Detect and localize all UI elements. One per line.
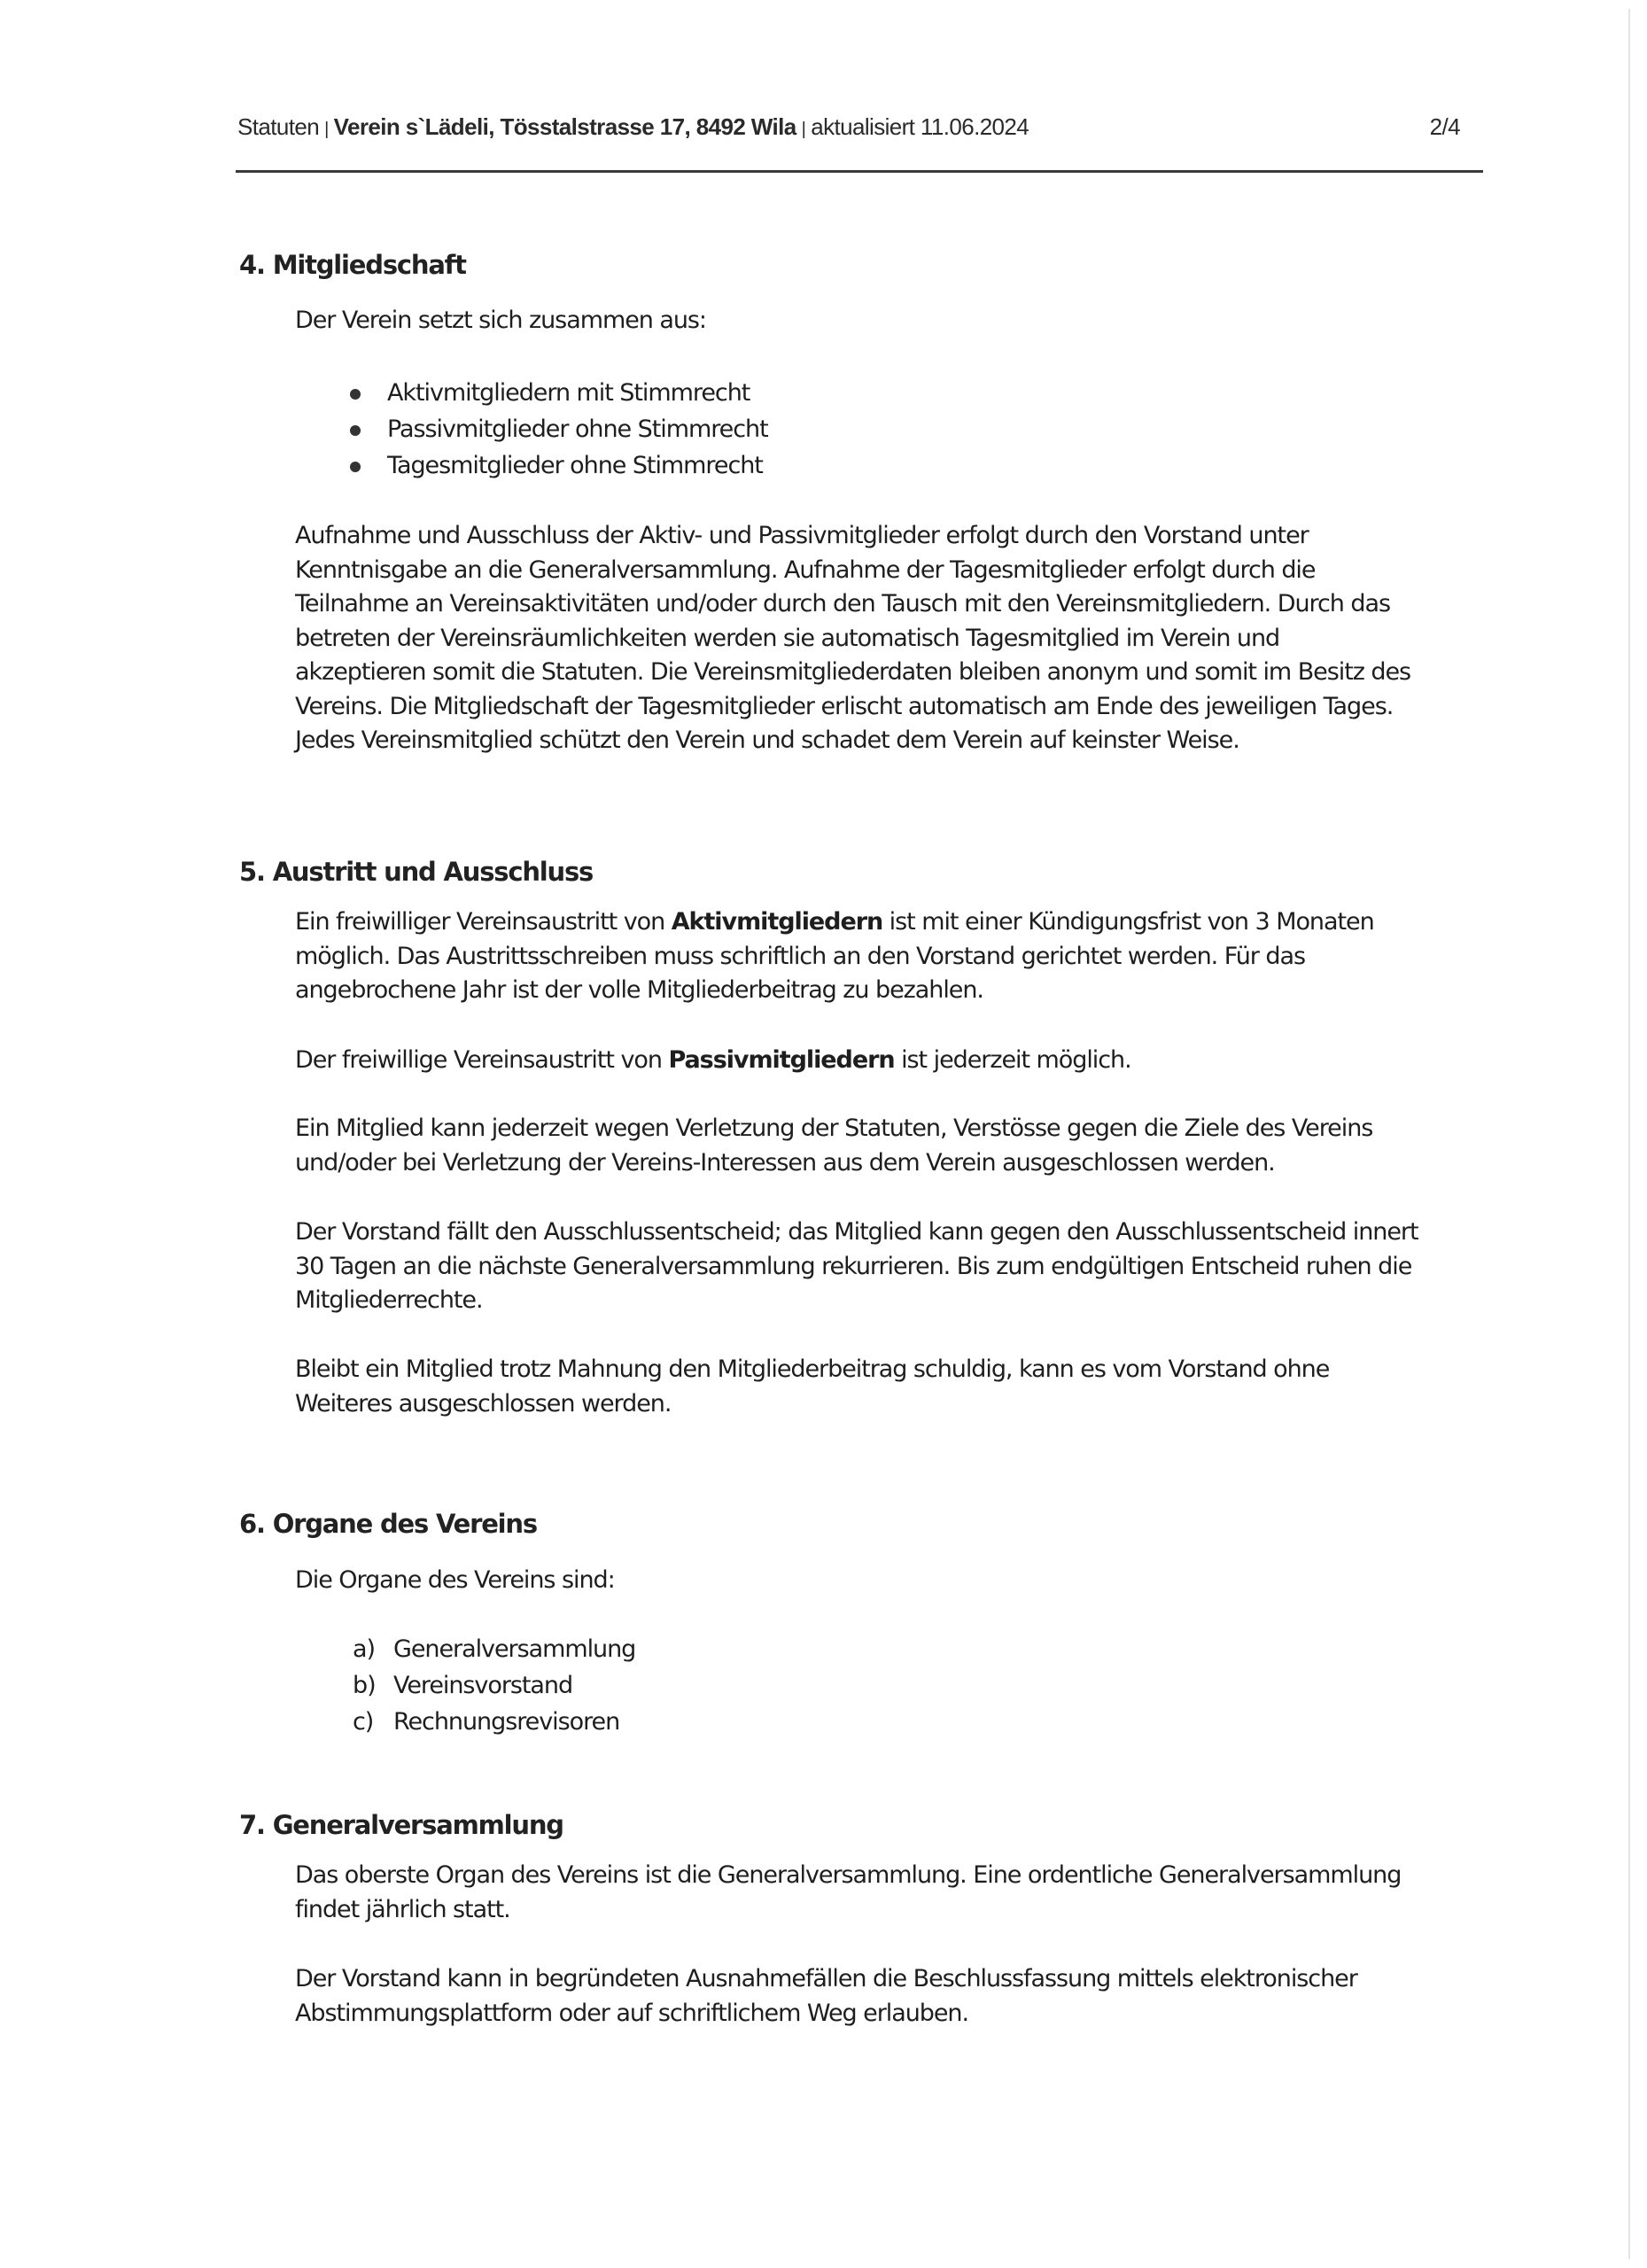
text-line: Kenntnisgabe an die Generalversammlung. Aufnahme der Tagesmitglieder erfolgt durch die bbox=[295, 555, 1316, 584]
paragraph bbox=[295, 905, 1500, 1008]
text-line: Ein Mitglied kann jederzeit wegen Verletzung der Statuten, Verstösse gegen die Ziele des Vereins bbox=[295, 1115, 1373, 1142]
text-line bbox=[295, 1044, 1500, 1078]
header-left bbox=[237, 113, 1029, 141]
text-run: ist jederzeit möglich. bbox=[894, 1046, 1131, 1074]
bullet-icon bbox=[350, 425, 361, 436]
paragraph bbox=[295, 1859, 1500, 1927]
section-heading: 5. Austritt und Ausschluss bbox=[239, 857, 594, 887]
section-intro bbox=[295, 1564, 1500, 1598]
list-marker: b) bbox=[353, 1672, 376, 1699]
section-heading: 7. Generalversammlung bbox=[239, 1810, 563, 1840]
bullet-icon bbox=[350, 389, 361, 400]
text-line: und/oder bei Verletzung der Vereins-Interessen aus dem Verein ausgeschlossen werden. bbox=[295, 1148, 1275, 1177]
list-item-text: Vereinsvorstand bbox=[393, 1672, 573, 1699]
list-marker: a) bbox=[353, 1635, 375, 1663]
header-separator: | bbox=[324, 120, 329, 139]
list-item-text: Aktivmitgliedern mit Stimmrecht bbox=[387, 379, 750, 407]
paragraph bbox=[295, 1353, 1500, 1421]
text-line bbox=[295, 905, 1500, 940]
text-line: Der Verein setzt sich zusammen aus: bbox=[295, 307, 706, 334]
text-line: Jedes Vereinsmitglied schützt den Verein und schadet dem Verein auf keinster Weise. bbox=[295, 726, 1239, 754]
header-doc-type: Statuten bbox=[237, 113, 320, 140]
section-heading: 4. Mitgliedschaft bbox=[239, 250, 466, 280]
text-line: Der Vorstand kann in begründeten Ausnahmefällen die Beschlussfassung mittels elektronischer bbox=[295, 1965, 1357, 1992]
text-line: Aufnahme und Ausschluss der Aktiv- und Passivmitglieder erfolgt durch den Vorstand unter bbox=[295, 522, 1309, 549]
header-updated: aktualisiert 11.06.2024 bbox=[811, 113, 1029, 140]
list-item-text: Rechnungsrevisoren bbox=[393, 1708, 620, 1736]
header-organization: Verein s`Lädeli, Tösstalstrasse 17, 8492 Wila bbox=[333, 113, 796, 140]
section-intro bbox=[295, 304, 1500, 338]
text-line: Weiteres ausgeschlossen werden. bbox=[295, 1389, 672, 1418]
text-run: Der freiwillige Vereinsaustritt von bbox=[295, 1046, 669, 1074]
bullet-icon bbox=[350, 462, 361, 472]
text-line: möglich. Das Austrittsschreiben muss schriftlich an den Vorstand gerichtet werden. Für das bbox=[295, 942, 1305, 970]
list-marker: c) bbox=[353, 1708, 374, 1736]
section-heading: 6. Organe des Vereins bbox=[239, 1509, 537, 1539]
text-line: Mitgliederrechte. bbox=[295, 1286, 483, 1314]
text-line: Abstimmungsplattform oder auf schriftlichem Weg erlauben. bbox=[295, 1999, 968, 2027]
paragraph bbox=[295, 1044, 1500, 1078]
page-number: 2/4 bbox=[1429, 113, 1460, 140]
text-line: Die Organe des Vereins sind: bbox=[295, 1566, 615, 1594]
text-line: Vereins. Die Mitgliedschaft der Tagesmitglieder erlischt automatisch am Ende des jeweiligen Tages. bbox=[295, 692, 1394, 720]
list-item-text: Passivmitglieder ohne Stimmrecht bbox=[387, 416, 768, 443]
text-line: angebrochene Jahr ist der volle Mitgliederbeitrag zu bezahlen. bbox=[295, 976, 983, 1004]
text-line: betreten der Vereinsräumlichkeiten werden sie automatisch Tagesmitglied im Verein und bbox=[295, 624, 1280, 652]
text-line: Bleibt ein Mitglied trotz Mahnung den Mitgliederbeitrag schuldig, kann es vom Vorstand ohne bbox=[295, 1355, 1330, 1383]
text-line: Teilnahme an Vereinsaktivitäten und/oder durch den Tausch mit den Vereinsmitgliedern. Durch das bbox=[295, 590, 1390, 617]
text-run: Ein freiwilliger Vereinsaustritt von bbox=[295, 908, 672, 936]
emphasis-active-members: Aktivmitgliedern bbox=[671, 908, 883, 936]
paragraph bbox=[295, 519, 1500, 758]
paragraph bbox=[295, 1112, 1500, 1180]
text-run: ist mit einer Kündigungsfrist von 3 Monaten bbox=[882, 908, 1374, 936]
header-separator: | bbox=[801, 120, 806, 139]
header-divider bbox=[236, 170, 1483, 173]
text-line: Das oberste Organ des Vereins ist die Generalversammlung. Eine ordentliche Generalversammlung bbox=[295, 1861, 1402, 1889]
list-item-text: Generalversammlung bbox=[393, 1635, 636, 1663]
text-line: akzeptieren somit die Statuten. Die Vereinsmitgliederdaten bleiben anonym und somit im Besitz des bbox=[295, 658, 1411, 686]
text-line: findet jährlich statt. bbox=[295, 1895, 510, 1923]
list-item-text: Tagesmitglieder ohne Stimmrecht bbox=[387, 452, 763, 479]
scan-edge bbox=[1628, 9, 1630, 2259]
text-line: Der Vorstand fällt den Ausschlussentscheid; das Mitglied kann gegen den Ausschlussentscheid innert bbox=[295, 1218, 1418, 1246]
page-header bbox=[237, 113, 1487, 149]
text-line: 30 Tagen an die nächste Generalversammlung rekurrieren. Bis zum endgültigen Entscheid ruhen die bbox=[295, 1252, 1412, 1280]
emphasis-passive-members: Passivmitgliedern bbox=[668, 1046, 895, 1074]
paragraph bbox=[295, 1216, 1500, 1318]
paragraph bbox=[295, 1962, 1500, 2031]
